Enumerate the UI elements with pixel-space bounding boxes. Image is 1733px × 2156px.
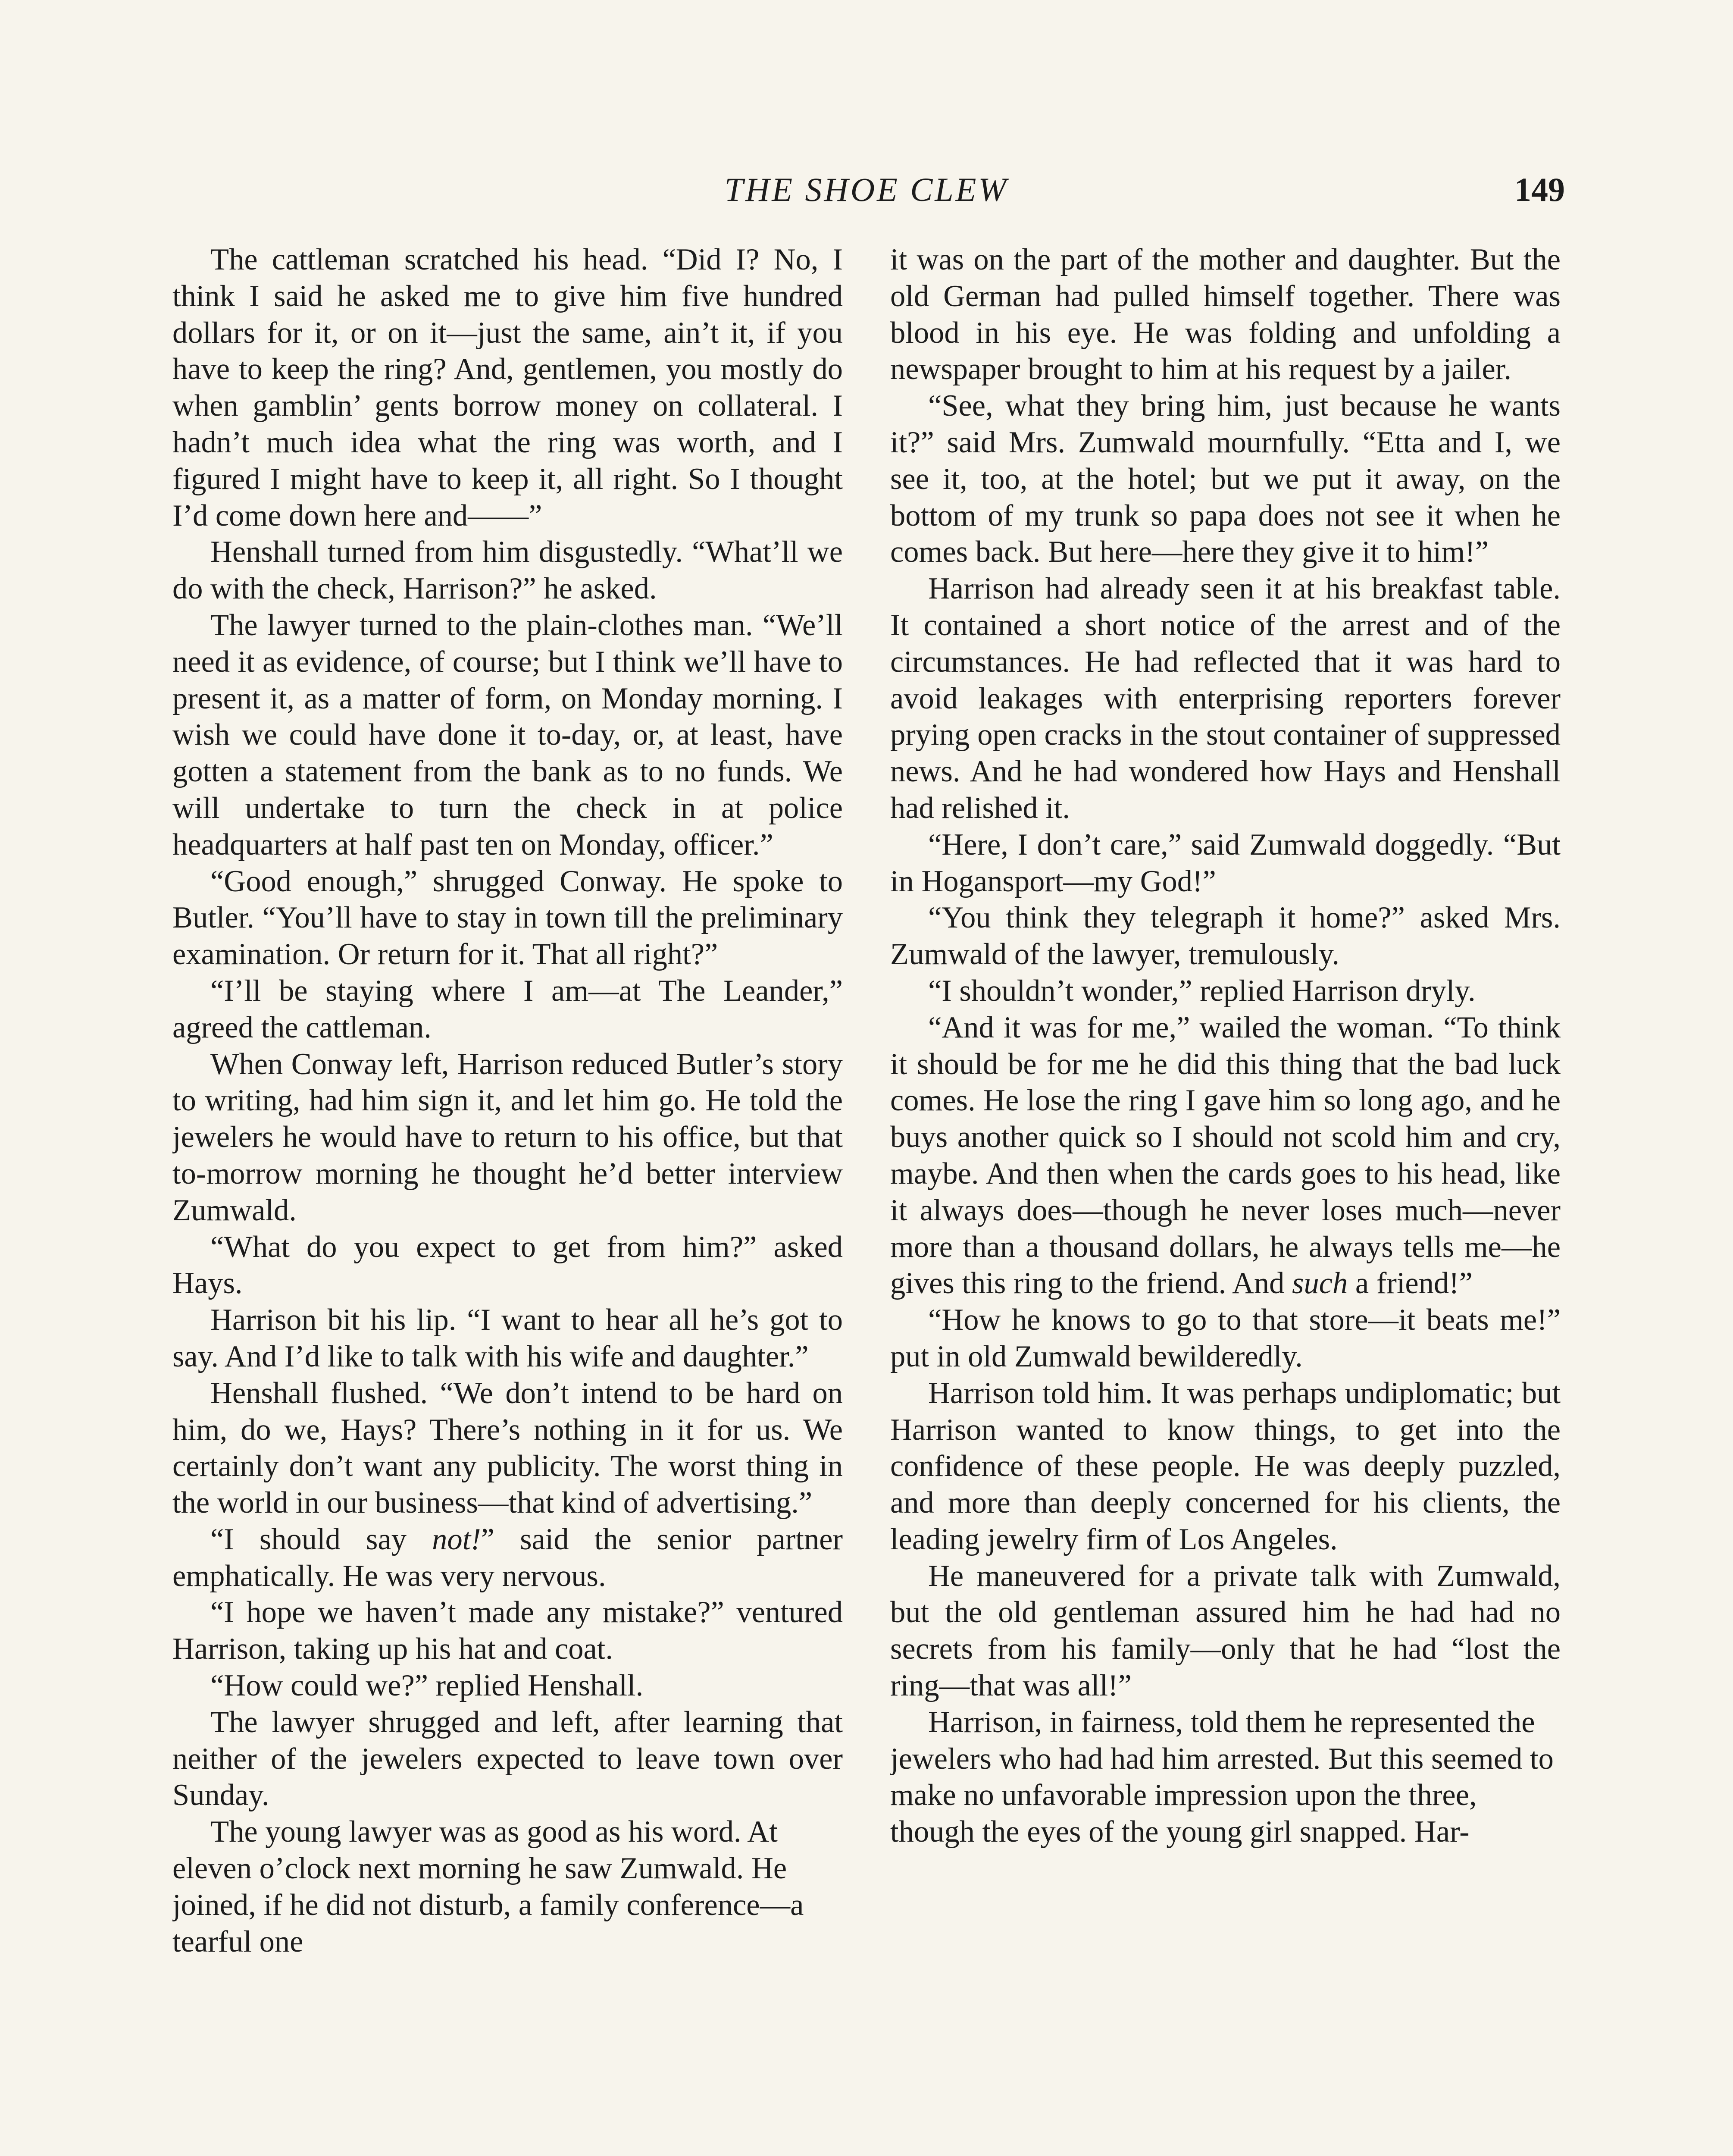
paragraph-text: The young lawyer was as good as his word. At eleven o’clock next morning he saw Zumwald. He joined, if he did not disturb, a family conference—a tearful one xyxy=(172,1815,804,1959)
paragraph-text: “How he knows to go to that store—it beats me!” put in old Zumwald bewilderedly. xyxy=(890,1303,1561,1373)
paragraph-text: “I hope we haven’t made any mistake?” ventured Harrison, taking up his hat and coat. xyxy=(172,1595,843,1666)
paragraph-text: “I’ll be staying where I am—at The Leander,” agreed the cattleman. xyxy=(172,974,843,1044)
paragraph xyxy=(890,1704,1561,1850)
paragraph-text: Henshall flushed. “We don’t intend to be hard on him, do we, Hays? There’s nothing in it for us. We certainly don’t want any publicity. The worst thing in the world in our business—that kind of advertising.” xyxy=(172,1376,843,1520)
paragraph xyxy=(172,1229,843,1302)
paragraph-text: it was on the part of the mother and daughter. But the old German had pulled himself together. There was blood in his eye. He was folding and unfolding a newspaper brought to him at his request by a jailer. xyxy=(890,243,1561,386)
paragraph xyxy=(890,1375,1561,1558)
paragraph xyxy=(890,1558,1561,1704)
right-column xyxy=(890,241,1561,2156)
emphasis-text: not! xyxy=(432,1522,481,1556)
paragraph-text: ” said the senior partner emphatically. He was very nervous. xyxy=(172,1522,843,1593)
paragraph-text: “See, what they bring him, just because he wants it?” said Mrs. Zumwald mournfully. “Etta and I, we see it, too, at the hotel; but we put it away, on the bottom of my trunk so papa does not see it when he comes back. But here—here they give it to him!” xyxy=(890,389,1561,569)
running-head xyxy=(0,170,1733,209)
paragraph xyxy=(172,607,843,863)
paragraph xyxy=(172,534,843,607)
paragraph-text: The lawyer shrugged and left, after learning that neither of the jewelers expected to leave town over Sunday. xyxy=(172,1705,843,1812)
paragraph-text: “How could we?” replied Henshall. xyxy=(210,1669,644,1703)
page-title: THE SHOE CLEW xyxy=(724,171,1009,208)
paragraph xyxy=(172,1302,843,1375)
paragraph-text: “Good enough,” shrugged Conway. He spoke to Butler. “You’ll have to stay in town till the preliminary examination. Or return for it. That all right?” xyxy=(172,864,843,971)
paragraph-text: “And it was for me,” wailed the woman. “To think it should be for me he did this thing that the bad luck comes. He lose the ring I gave him so long ago, and he buys another quick so I should not scold him and cry, maybe. And then when the cards goes to his head, like it always does—though he never loses much—never more than a thousand dollars, he always tells me—he gives this ring to the friend. And xyxy=(890,1010,1561,1300)
paragraph xyxy=(890,1302,1561,1375)
paragraph-text: “I shouldn’t wonder,” replied Harrison dryly. xyxy=(928,974,1476,1008)
paragraph-text: “I should say xyxy=(210,1522,432,1556)
paragraph xyxy=(172,1375,843,1521)
paragraph-text: Harrison, in fairness, told them he represented the jewelers who had had him arrested. But this seemed to make no unfavorable impression upon the three, though the eyes of the young girl snapped. Har- xyxy=(890,1705,1554,1849)
paragraph-text: “You think they telegraph it home?” asked Mrs. Zumwald of the lawyer, tremulously. xyxy=(890,901,1561,971)
paragraph xyxy=(172,1046,843,1229)
paragraph xyxy=(890,241,1561,388)
paragraph xyxy=(890,388,1561,570)
paragraph xyxy=(172,863,843,973)
paragraph-text: Henshall turned from him disgustedly. “What’ll we do with the check, Harrison?” he asked. xyxy=(172,535,843,606)
paragraph xyxy=(890,570,1561,827)
paragraph-text: “Here, I don’t care,” said Zumwald doggedly. “But in Hogansport—my God!” xyxy=(890,827,1561,898)
paragraph-text: He maneuvered for a private talk with Zumwald, but the old gentleman assured him he had had no secrets from his family—only that he had “lost the ring—that was all!” xyxy=(890,1559,1561,1703)
paragraph-text: Harrison bit his lip. “I want to hear all he’s got to say. And I’d like to talk with his wife and daughter.” xyxy=(172,1303,843,1373)
paragraph-text: Harrison had already seen it at his breakfast table. It contained a short notice of the arrest and of the circumstances. He had reflected that it was hard to avoid leakages with enterprising reporters forever prying open cracks in the stout container of suppressed news. And he had wondered how Hays and Henshall had relished it. xyxy=(890,572,1561,825)
paragraph-text: Harrison told him. It was perhaps undiplomatic; but Harrison wanted to know things, to get into the confidence of these people. He was deeply puzzled, and more than deeply concerned for his clients, the leading jewelry firm of Los Angeles. xyxy=(890,1376,1561,1556)
paragraph xyxy=(172,1814,843,1960)
paragraph-text: When Conway left, Harrison reduced Butler’s story to writing, had him sign it, and let him go. He told the jewelers he would have to return to his office, but that to-morrow morning he thought he’d better interview Zumwald. xyxy=(172,1047,843,1227)
paragraph-text: a friend!” xyxy=(1348,1266,1473,1300)
left-column xyxy=(172,241,843,2156)
paragraph xyxy=(890,827,1561,900)
emphasis-text: such xyxy=(1292,1266,1348,1300)
paragraph xyxy=(172,1521,843,1595)
paragraph xyxy=(172,1667,843,1704)
paragraph xyxy=(890,899,1561,973)
paragraph xyxy=(890,1009,1561,1302)
paragraph xyxy=(172,1704,843,1814)
page-number: 149 xyxy=(1514,171,1565,208)
paragraph-text: “What do you expect to get from him?” asked Hays. xyxy=(172,1230,843,1300)
paragraph xyxy=(172,241,843,534)
paragraph-text: The lawyer turned to the plain-clothes man. “We’ll need it as evidence, of course; but I think we’ll have to present it, as a matter of form, on Monday morning. I wish we could have done it to-day, or, at least, have gotten a statement from the bank as to no funds. We will undertake to turn the check in at police headquarters at half past ten on Monday, officer.” xyxy=(172,608,843,862)
paragraph xyxy=(172,973,843,1046)
paragraph xyxy=(172,1594,843,1667)
paragraph-text: The cattleman scratched his head. “Did I? No, I think I said he asked me to give him five hundred dollars for it, or on it—just the same, ain’t it, if you have to keep the ring? And, gentlemen, you mostly do when gamblin’ gents borrow money on collateral. I hadn’t much idea what the ring was worth, and I figured I might have to keep it, all right. So I thought I’d come down here and——” xyxy=(172,243,843,533)
paragraph xyxy=(890,973,1561,1009)
